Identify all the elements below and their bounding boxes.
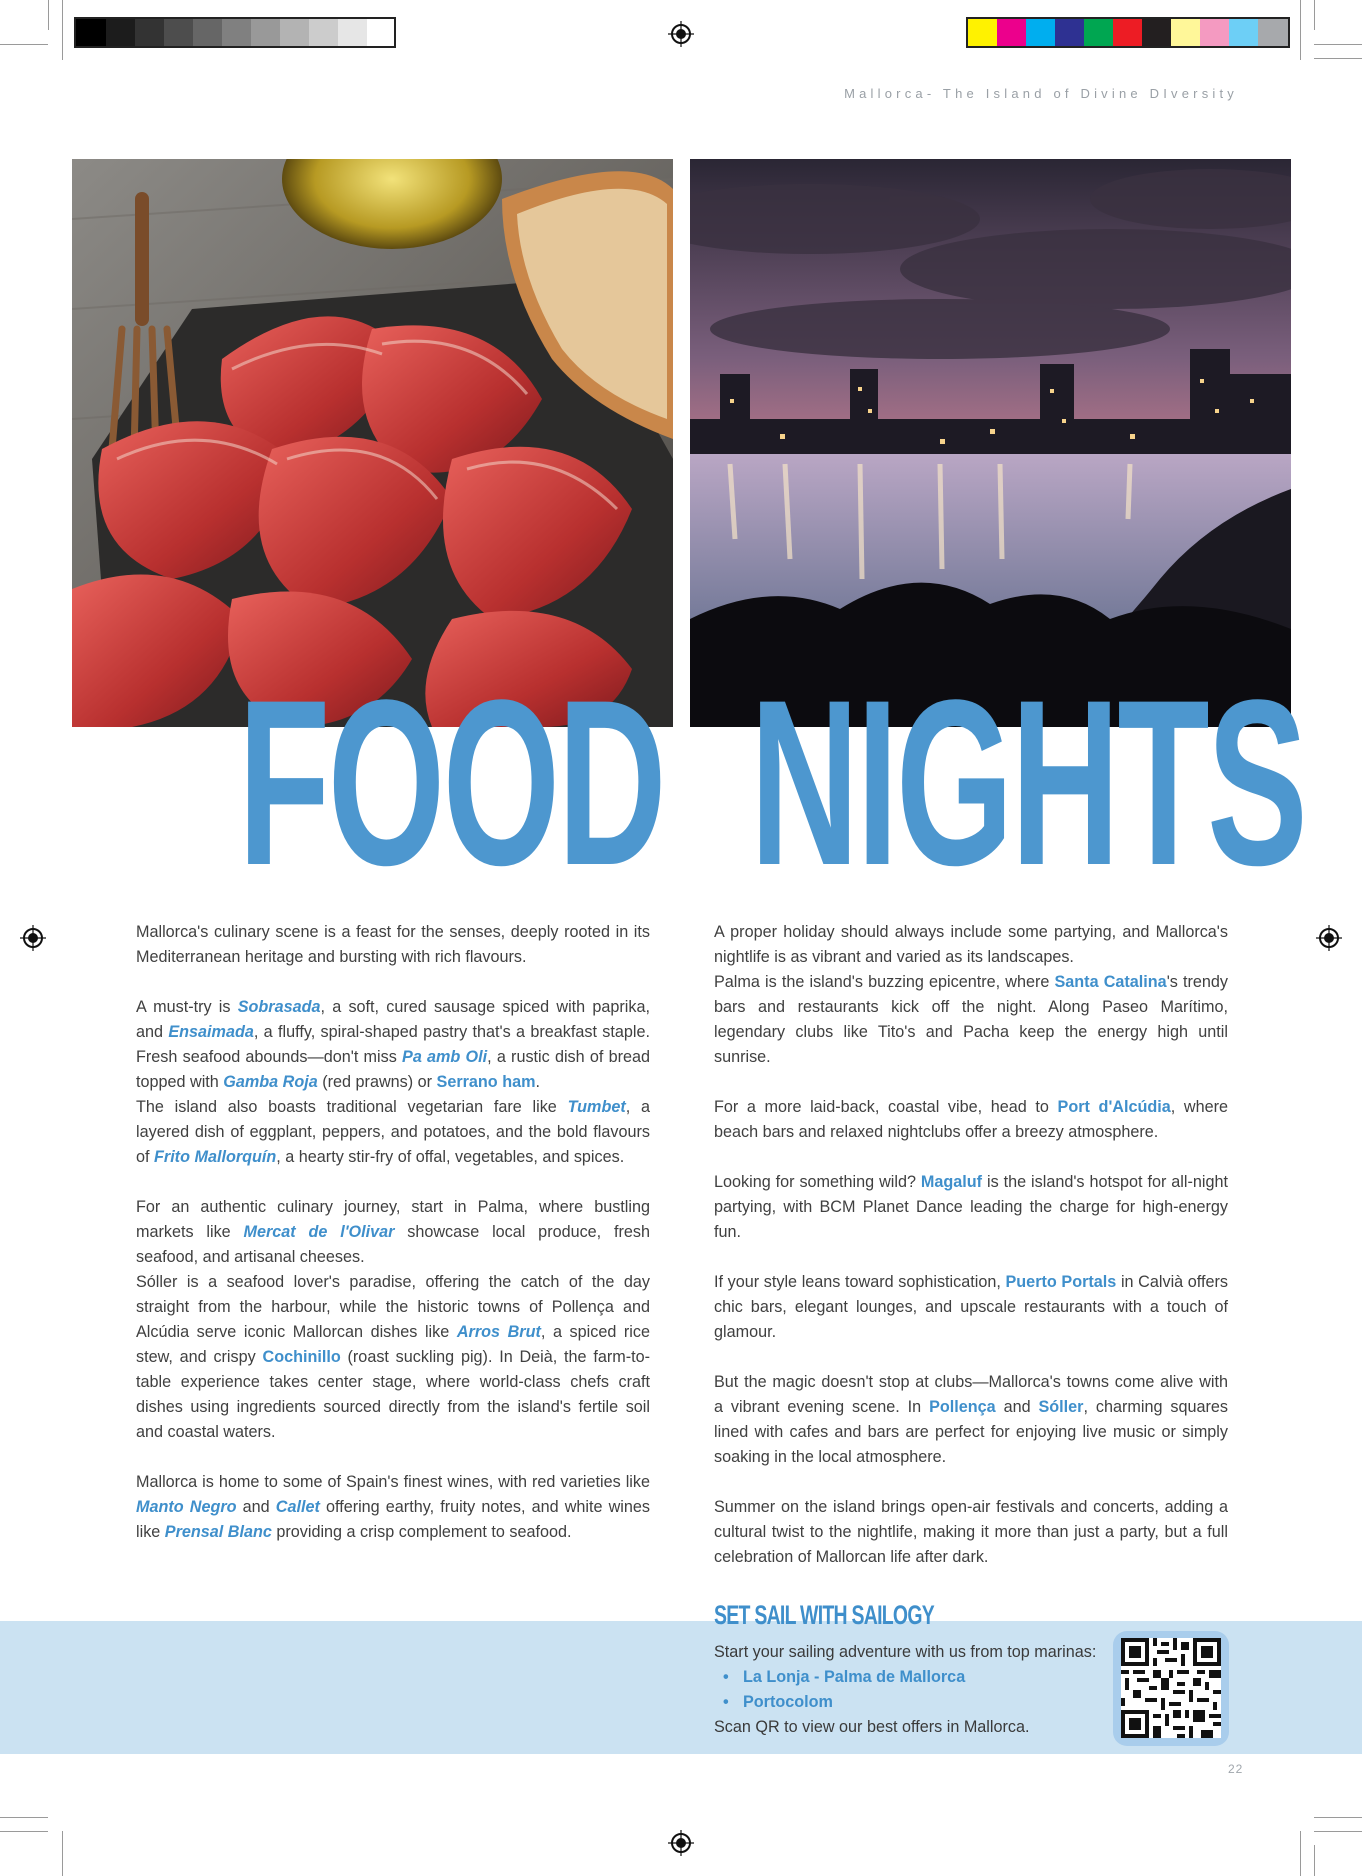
serrano-ham-highlight: Serrano ham <box>436 1073 536 1091</box>
nights-heading: NIGHTS <box>750 651 1306 915</box>
puerto-portals-highlight: Puerto Portals <box>1005 1273 1117 1291</box>
port-alcudia-highlight: Port d'Alcúdia <box>1057 1098 1171 1116</box>
marina-item[interactable]: • La Lonja - Palma de Mallorca <box>743 1665 1096 1690</box>
nights-magaluf-paragraph: Looking for something wild? Magaluf is the island's hotspot for all-night partying, with BCM Planet Dance leading the charge for high-energy fun. <box>714 1173 1228 1241</box>
marina-item[interactable]: • Portocolom <box>743 1690 1096 1715</box>
sailogy-outro: Scan QR to view our best offers in Mallorca. <box>714 1718 1030 1736</box>
sailogy-title: SET SAIL WITH SAILOGY <box>714 1600 934 1630</box>
sailogy-text <box>714 1640 1096 1740</box>
food-heading: FOOD <box>238 651 665 915</box>
magaluf-highlight: Magaluf <box>920 1173 983 1191</box>
nights-puerto-portals-paragraph: If your style leans toward sophistication, Puerto Portals in Calvià offers chic bars, elegant lounges, and upscale restaurants with a touch of glamour. <box>714 1273 1228 1341</box>
callet-highlight: Callet <box>275 1498 320 1516</box>
marina-list <box>714 1665 1096 1715</box>
nights-alcudia-paragraph: For a more laid-back, coastal vibe, head to Port d'Alcúdia, where beach bars and relaxed nightclubs offer a breezy atmosphere. <box>714 1098 1228 1141</box>
sobrasada-highlight: Sobrasada <box>237 998 321 1016</box>
food-soller-paragraph: Sóller is a seafood lover's paradise, offering the catch of the day straight from the harbour, while the historic towns of Pollença and Alcúdia serve iconic Mallorcan dishes like Arros Brut, a spiced rice stew, and crispy Cochinillo (roast suckling pig). In Deià, the farm-to-table experience takes center stage, where world-class chefs craft dishes using ingredients sourced directly from the island's fertile soil and coastal waters. <box>136 1273 651 1441</box>
arros-brut-highlight: Arros Brut <box>456 1323 541 1341</box>
tumbet-highlight: Tumbet <box>567 1098 626 1116</box>
food-wines-paragraph: Mallorca is home to some of Spain's finest wines, with red varieties like Manto Negro and Callet offering earthy, fruity notes, and white wines like Prensal Blanc providing a crisp complement to seafood. <box>136 1473 650 1541</box>
nights-column <box>714 920 1228 1595</box>
food-journey-paragraph: For an authentic culinary journey, start in Palma, where bustling markets like Mercat de l'Olivar showcase local produce, fresh seafood, and artisanal cheeses. <box>136 1198 650 1266</box>
santa-catalina-highlight: Santa Catalina <box>1054 973 1167 991</box>
food-intro-paragraph: Mallorca's culinary scene is a feast for the senses, deeply rooted in its Mediterranean heritage and bursting with rich flavours. <box>136 923 650 966</box>
gamba-roja-highlight: Gamba Roja <box>223 1073 318 1091</box>
nights-palma-paragraph: Palma is the island's buzzing epicentre, where Santa Catalina's trendy bars and restaurants kick off the night. Along Paseo Marítimo, legendary clubs like Tito's and Pacha keep the energy high until sunrise. <box>714 973 1228 1066</box>
frito-mallorquin-highlight: Frito Mallorquín <box>154 1148 277 1166</box>
manto-negro-highlight: Manto Negro <box>136 1498 237 1516</box>
food-must-try-paragraph: A must-try is Sobrasada, a soft, cured sausage spiced with paprika, and Ensaimada, a fluffy, spiral-shaped pastry that's a breakfast staple. Fresh seafood abounds—don't miss Pa amb Oli, a rustic dish of bread topped with Gamba Roja (red prawns) or Serrano ham. <box>136 998 650 1091</box>
prensal-blanc-highlight: Prensal Blanc <box>164 1523 272 1541</box>
nights-towns-paragraph: But the magic doesn't stop at clubs—Mallorca's towns come alive with a vibrant evening scene. In Pollença and Sóller, charming squares lined with cafes and bars are perfect for enjoying live music or simply soaking in the local atmosphere. <box>714 1373 1228 1466</box>
nights-photo <box>690 159 1291 727</box>
food-vegetarian-paragraph: The island also boasts traditional vegetarian fare like Tumbet, a layered dish of eggplant, peppers, and potatoes, and the bold flavours of Frito Mallorquín, a hearty stir-fry of offal, vegetables, and spices. <box>136 1098 650 1166</box>
grayscale-color-bar <box>74 17 396 48</box>
ensaimada-highlight: Ensaimada <box>168 1023 254 1041</box>
food-column <box>136 920 650 1570</box>
registration-mark-icon <box>668 1830 694 1856</box>
registration-mark-icon <box>668 21 694 47</box>
nights-intro-paragraph: A proper holiday should always include some partying, and Mallorca's nightlife is as vibrant and varied as its landscapes. <box>714 923 1228 966</box>
page-number: 22 <box>1228 1762 1244 1776</box>
qr-code-panel[interactable] <box>1113 1631 1229 1746</box>
food-photo <box>72 159 673 727</box>
registration-mark-icon <box>1316 925 1342 951</box>
soller-highlight: Sóller <box>1038 1398 1084 1416</box>
process-color-bar <box>966 17 1290 48</box>
cochinillo-highlight: Cochinillo <box>262 1348 341 1366</box>
pollenca-highlight: Pollença <box>929 1398 996 1416</box>
running-head: Mallorca- The Island of Divine DIversity <box>844 86 1238 101</box>
sailogy-intro: Start your sailing adventure with us from top marinas: <box>714 1643 1097 1661</box>
nights-summer-paragraph: Summer on the island brings open-air festivals and concerts, adding a cultural twist to the nightlife, making it more than just a party, but a full celebration of Mallorcan life after dark. <box>714 1498 1228 1566</box>
qr-code-icon[interactable] <box>1121 1638 1221 1738</box>
registration-mark-icon <box>20 925 46 951</box>
pa-amb-oli-highlight: Pa amb Oli <box>402 1048 488 1066</box>
mercat-olivar-highlight: Mercat de l'Olivar <box>243 1223 395 1241</box>
